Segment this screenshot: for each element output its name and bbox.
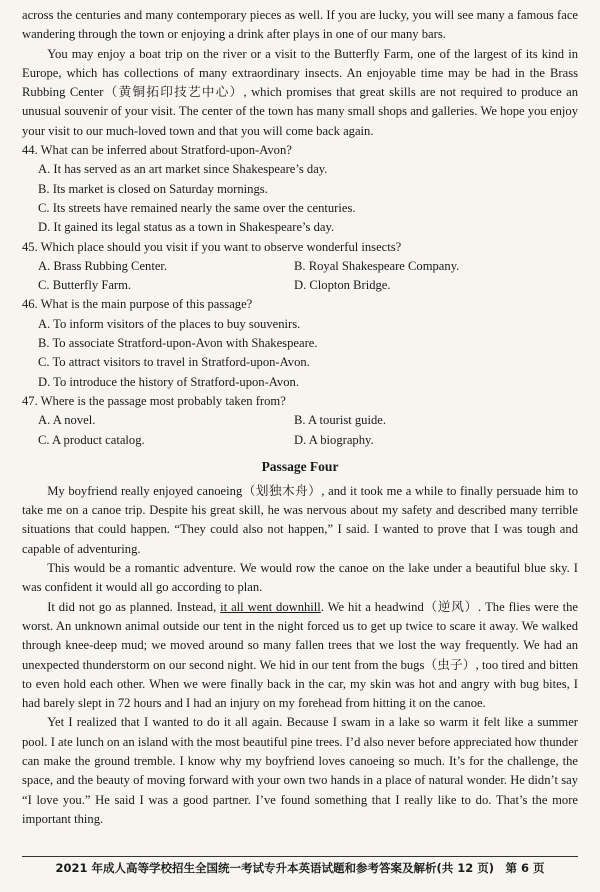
passage-three-paragraph: You may enjoy a boat trip on the river or a visit to the Butterfly Farm, one of the largest of its kind in Europe, which has collections of many extraordinary insects. An enjoyable time may be had in the Brass Rubbing Center（黄铜拓印技艺中心）, which promises that great skills are not required to produce an unusual souvenir of your visit. The center of the town has many small shops and galleries. We hope you enjoy your visit to our much-loved town and that you will come back again. (22, 46, 578, 138)
question-46-stem: 46. What is the main purpose of this passage? (22, 297, 253, 312)
paragraph-3-rest: . We hit a headwind（逆风）. The flies were the worst. An unknown animal outside our tent in the night forced us to get up twice to scare it away. We walked through knee-deep mud; we moved around so many fallen trees that we lost the way frequently. We had an unexpected thunderstorm on our second night. We hid in our tent from the bugs（虫子）, too tired and bitten to even hold each other. When we were finally back in the car, my skin was hot and angry with bug bites, I had barely slept in 72 hours and I had an injury on my forehead from hitting it on the canoe. (22, 599, 578, 711)
passage-four-title: Passage Four (261, 458, 339, 474)
paragraph-3-start: It did not go as planned. Instead, (47, 599, 221, 614)
passage-four-paragraph-2: This would be a romantic adventure. We would row the canoe on the lake under a beautiful blue sky. I was confident it would all go according to plan. (22, 561, 578, 595)
question-46-option-d: D. To introduce the history of Stratford-upon-Avon. (38, 374, 299, 389)
question-47-option-d: D. A biography. (294, 432, 374, 447)
question-44-option-a: A. It has served as an art market since Shakespeare’s day. (38, 162, 328, 177)
question-47-option-b: B. A tourist guide. (294, 413, 387, 428)
question-44-stem: 44. What can be inferred about Stratford-upon-Avon? (22, 143, 292, 158)
question-45 (22, 238, 578, 296)
question-46-option-a: A. To inform visitors of the places to buy souvenirs. (38, 316, 301, 331)
underlined-phrase: it all went downhill (220, 599, 321, 614)
question-45-option-d: D. Clopton Bridge. (294, 278, 391, 293)
passage-four-paragraph-4: Yet I realized that I wanted to do it all again. Because I swam in a lake so warm it felt like a summer pool. I ate lunch on an island with the most beautiful pine trees. I’d also never before appreciated how thunder can make the ground tremble. I know why my boyfriend loves canoeing so much. It’s for the challenge, the space, and the beauty of moving forward with your own two hands in a place of natural wonder. He didn’t say “I love you.” He said I was a good partner. I’ve found something that I really like to do. That’s the more important thing. (22, 715, 578, 826)
question-45-option-c: C. Butterfly Farm. (38, 278, 132, 293)
question-45-stem: 45. Which place should you visit if you want to observe wonderful insects? (22, 239, 402, 254)
question-47 (22, 392, 578, 450)
question-44-option-b: B. Its market is closed on Saturday mornings. (38, 181, 268, 196)
question-45-option-b: B. Royal Shakespeare Company. (294, 258, 460, 273)
passage-four-paragraph-3 (22, 598, 578, 714)
question-44 (22, 141, 578, 237)
question-46-option-b: B. To associate Stratford-upon-Avon with Shakespeare. (38, 336, 318, 351)
question-47-option-c: C. A product catalog. (38, 432, 145, 447)
question-46-option-c: C. To attract visitors to travel in Stratford-upon-Avon. (38, 355, 310, 370)
question-45-option-a: A. Brass Rubbing Center. (38, 258, 168, 273)
question-44-option-c: C. Its streets have remained nearly the same over the centuries. (38, 200, 356, 215)
question-47-option-a: A. A novel. (38, 413, 96, 428)
passage-four-paragraph-1: My boyfriend really enjoyed canoeing（划独木舟）, and it took me a while to finally persuade him to take me on a canoe trip. Despite his great skill, he was nervous about my safety and described many terrible situations that could happen. “They could also not happen,” I said. I wanted to prove that I was tough and capable of adventuring. (22, 483, 578, 556)
passage-three-paragraph-end: across the centuries and many contemporary pieces as well. If you are lucky, you will see many a famous face wandering through the town or enjoying a drink after plays in one of our many bars. (22, 8, 578, 42)
question-44-option-d: D. It gained its legal status as a town in Shakespeare’s day. (38, 220, 335, 235)
question-46 (22, 295, 578, 391)
question-47-stem: 47. Where is the passage most probably taken from? (22, 393, 286, 408)
page-footer: 2021 年成人高等学校招生全国统一考试专升本英语试题和参考答案及解析(共 12 页) 第 6 页 (22, 856, 578, 876)
